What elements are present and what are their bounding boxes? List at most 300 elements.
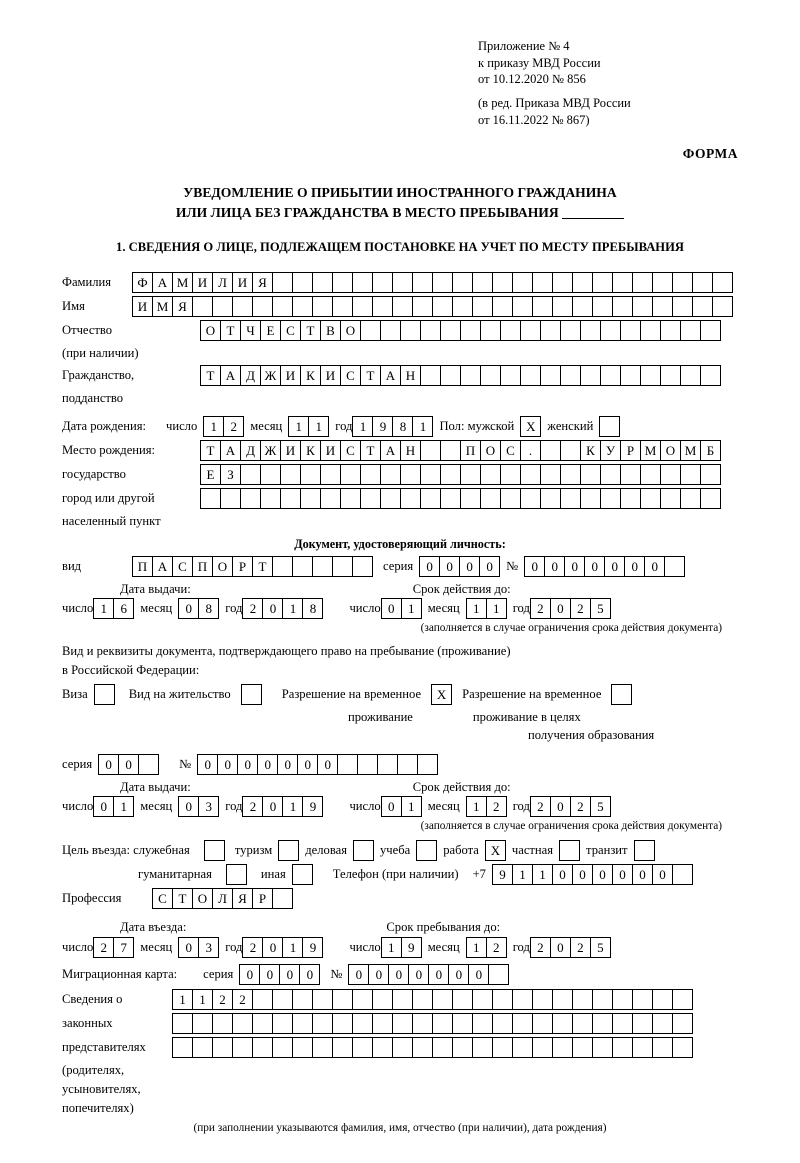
char-cell[interactable] <box>520 488 541 509</box>
char-cell[interactable] <box>380 464 401 485</box>
char-cell[interactable]: 0 <box>381 796 402 817</box>
char-cell[interactable] <box>552 989 573 1010</box>
char-cell[interactable] <box>352 272 373 293</box>
char-cell[interactable] <box>272 272 293 293</box>
char-cell[interactable]: У <box>600 440 621 461</box>
char-cell[interactable]: Ж <box>260 440 281 461</box>
char-cell[interactable] <box>632 296 653 317</box>
char-cell[interactable]: 0 <box>299 964 320 985</box>
char-cell[interactable] <box>440 365 461 386</box>
char-cell[interactable] <box>340 488 361 509</box>
char-cell[interactable] <box>512 296 533 317</box>
char-cell[interactable]: С <box>500 440 521 461</box>
char-cell[interactable]: 0 <box>259 964 280 985</box>
char-cell[interactable] <box>632 1013 653 1034</box>
char-cell[interactable] <box>672 296 693 317</box>
char-cell[interactable] <box>500 488 521 509</box>
doc-number-boxes[interactable] <box>524 556 685 577</box>
char-cell[interactable]: Я <box>252 272 273 293</box>
char-cell[interactable] <box>377 754 398 775</box>
char-cell[interactable]: Е <box>200 464 221 485</box>
char-cell[interactable] <box>560 320 581 341</box>
char-cell[interactable]: О <box>212 556 233 577</box>
char-cell[interactable]: 3 <box>198 937 219 958</box>
char-cell[interactable]: 0 <box>237 754 258 775</box>
char-cell[interactable] <box>332 1013 353 1034</box>
char-cell[interactable]: Ж <box>260 365 281 386</box>
char-cell[interactable] <box>680 488 701 509</box>
char-cell[interactable]: 0 <box>297 754 318 775</box>
char-cell[interactable]: 0 <box>652 864 673 885</box>
char-cell[interactable]: 2 <box>570 796 591 817</box>
name-boxes[interactable] <box>132 296 733 317</box>
char-cell[interactable]: П <box>192 556 213 577</box>
char-cell[interactable] <box>280 488 301 509</box>
char-cell[interactable] <box>472 989 493 1010</box>
char-cell[interactable] <box>192 1013 213 1034</box>
char-cell[interactable]: 0 <box>612 864 633 885</box>
char-cell[interactable] <box>412 989 433 1010</box>
char-cell[interactable]: 0 <box>624 556 645 577</box>
char-cell[interactable] <box>440 488 461 509</box>
char-cell[interactable] <box>600 488 621 509</box>
char-cell[interactable]: 5 <box>590 937 611 958</box>
char-cell[interactable]: М <box>640 440 661 461</box>
char-cell[interactable] <box>400 488 421 509</box>
char-cell[interactable]: 8 <box>392 416 413 437</box>
char-cell[interactable]: 0 <box>262 598 283 619</box>
char-cell[interactable] <box>612 1037 633 1058</box>
char-cell[interactable]: 0 <box>348 964 369 985</box>
char-cell[interactable]: 0 <box>368 964 389 985</box>
surname-boxes[interactable] <box>132 272 733 293</box>
char-cell[interactable]: М <box>680 440 701 461</box>
entry-year-boxes[interactable] <box>242 937 323 958</box>
char-cell[interactable]: 0 <box>479 556 500 577</box>
char-cell[interactable] <box>372 989 393 1010</box>
char-cell[interactable] <box>480 365 501 386</box>
char-cell[interactable] <box>412 1013 433 1034</box>
char-cell[interactable]: X <box>485 840 506 861</box>
char-cell[interactable] <box>353 840 374 861</box>
char-cell[interactable] <box>212 1013 233 1034</box>
char-cell[interactable]: Е <box>260 320 281 341</box>
char-cell[interactable] <box>440 440 461 461</box>
char-cell[interactable] <box>312 296 333 317</box>
migration-number-boxes[interactable] <box>348 964 509 985</box>
char-cell[interactable]: О <box>192 888 213 909</box>
char-cell[interactable] <box>292 864 313 885</box>
char-cell[interactable]: 2 <box>93 937 114 958</box>
char-cell[interactable]: С <box>340 440 361 461</box>
purpose-humanitarian-checkbox[interactable] <box>226 864 247 885</box>
char-cell[interactable] <box>272 1037 293 1058</box>
char-cell[interactable]: И <box>232 272 253 293</box>
char-cell[interactable] <box>580 488 601 509</box>
char-cell[interactable] <box>492 1037 513 1058</box>
char-cell[interactable] <box>492 272 513 293</box>
char-cell[interactable] <box>452 296 473 317</box>
char-cell[interactable]: А <box>220 365 241 386</box>
char-cell[interactable]: И <box>280 440 301 461</box>
purpose-official-checkbox[interactable] <box>204 840 225 861</box>
char-cell[interactable] <box>572 1013 593 1034</box>
char-cell[interactable] <box>392 296 413 317</box>
char-cell[interactable]: 9 <box>302 937 323 958</box>
char-cell[interactable]: Т <box>300 320 321 341</box>
birth-year-boxes[interactable] <box>352 416 433 437</box>
char-cell[interactable] <box>432 1013 453 1034</box>
char-cell[interactable]: С <box>340 365 361 386</box>
char-cell[interactable] <box>212 296 233 317</box>
char-cell[interactable] <box>500 320 521 341</box>
char-cell[interactable]: И <box>280 365 301 386</box>
char-cell[interactable] <box>252 989 273 1010</box>
char-cell[interactable] <box>460 464 481 485</box>
char-cell[interactable]: 0 <box>178 598 199 619</box>
char-cell[interactable]: 0 <box>178 937 199 958</box>
char-cell[interactable]: 0 <box>552 864 573 885</box>
char-cell[interactable]: Т <box>360 365 381 386</box>
char-cell[interactable]: И <box>320 440 341 461</box>
char-cell[interactable] <box>640 365 661 386</box>
char-cell[interactable] <box>640 464 661 485</box>
char-cell[interactable] <box>240 464 261 485</box>
char-cell[interactable]: 0 <box>419 556 440 577</box>
char-cell[interactable]: 0 <box>524 556 545 577</box>
char-cell[interactable]: Я <box>172 296 193 317</box>
char-cell[interactable]: П <box>460 440 481 461</box>
birthplace-line3-boxes[interactable] <box>200 488 721 509</box>
char-cell[interactable] <box>172 1037 193 1058</box>
char-cell[interactable]: 2 <box>242 598 263 619</box>
char-cell[interactable] <box>632 272 653 293</box>
char-cell[interactable] <box>700 464 721 485</box>
char-cell[interactable] <box>640 320 661 341</box>
legal-rep-line2-boxes[interactable] <box>172 1013 693 1034</box>
char-cell[interactable]: Н <box>400 440 421 461</box>
char-cell[interactable] <box>460 320 481 341</box>
char-cell[interactable] <box>652 272 673 293</box>
char-cell[interactable] <box>212 1037 233 1058</box>
char-cell[interactable] <box>200 488 221 509</box>
char-cell[interactable]: О <box>480 440 501 461</box>
char-cell[interactable] <box>492 989 513 1010</box>
char-cell[interactable]: С <box>280 320 301 341</box>
char-cell[interactable]: 1 <box>466 937 487 958</box>
profession-boxes[interactable] <box>152 888 293 909</box>
char-cell[interactable] <box>397 754 418 775</box>
phone-boxes[interactable] <box>492 864 693 885</box>
citizenship-boxes[interactable] <box>200 365 721 386</box>
char-cell[interactable]: 0 <box>584 556 605 577</box>
char-cell[interactable]: Т <box>200 365 221 386</box>
char-cell[interactable]: 9 <box>302 796 323 817</box>
char-cell[interactable] <box>292 272 313 293</box>
char-cell[interactable]: 0 <box>448 964 469 985</box>
char-cell[interactable] <box>672 989 693 1010</box>
char-cell[interactable]: 0 <box>178 796 199 817</box>
char-cell[interactable] <box>372 1037 393 1058</box>
char-cell[interactable] <box>337 754 358 775</box>
char-cell[interactable] <box>452 272 473 293</box>
char-cell[interactable]: 1 <box>466 796 487 817</box>
char-cell[interactable]: 0 <box>197 754 218 775</box>
char-cell[interactable]: 0 <box>217 754 238 775</box>
sex-male-checkbox[interactable] <box>520 416 541 437</box>
char-cell[interactable]: 0 <box>644 556 665 577</box>
char-cell[interactable] <box>472 1037 493 1058</box>
char-cell[interactable] <box>552 296 573 317</box>
char-cell[interactable]: 1 <box>486 598 507 619</box>
char-cell[interactable] <box>432 296 453 317</box>
char-cell[interactable] <box>692 272 713 293</box>
char-cell[interactable] <box>552 272 573 293</box>
char-cell[interactable]: А <box>380 365 401 386</box>
char-cell[interactable] <box>192 296 213 317</box>
doc-valid-month-boxes[interactable] <box>466 598 507 619</box>
char-cell[interactable] <box>357 754 378 775</box>
char-cell[interactable] <box>532 272 553 293</box>
purpose-transit-checkbox[interactable] <box>634 840 655 861</box>
char-cell[interactable] <box>420 488 441 509</box>
char-cell[interactable] <box>292 1013 313 1034</box>
char-cell[interactable] <box>592 272 613 293</box>
char-cell[interactable] <box>138 754 159 775</box>
char-cell[interactable] <box>540 365 561 386</box>
char-cell[interactable] <box>660 488 681 509</box>
entry-day-boxes[interactable] <box>93 937 134 958</box>
char-cell[interactable]: И <box>132 296 153 317</box>
char-cell[interactable]: А <box>152 272 173 293</box>
char-cell[interactable]: К <box>300 440 321 461</box>
char-cell[interactable] <box>632 1037 653 1058</box>
char-cell[interactable]: Р <box>620 440 641 461</box>
char-cell[interactable]: 1 <box>308 416 329 437</box>
char-cell[interactable] <box>532 296 553 317</box>
char-cell[interactable]: 0 <box>257 754 278 775</box>
char-cell[interactable] <box>292 989 313 1010</box>
char-cell[interactable] <box>572 296 593 317</box>
char-cell[interactable] <box>392 989 413 1010</box>
char-cell[interactable] <box>372 296 393 317</box>
char-cell[interactable]: 0 <box>572 864 593 885</box>
char-cell[interactable]: О <box>660 440 681 461</box>
purpose-business-checkbox[interactable] <box>353 840 374 861</box>
char-cell[interactable] <box>278 840 299 861</box>
char-cell[interactable] <box>540 440 561 461</box>
permit-issue-year-boxes[interactable] <box>242 796 323 817</box>
char-cell[interactable] <box>488 964 509 985</box>
char-cell[interactable] <box>612 296 633 317</box>
char-cell[interactable]: 0 <box>239 964 260 985</box>
char-cell[interactable] <box>540 320 561 341</box>
purpose-other-checkbox[interactable] <box>292 864 313 885</box>
char-cell[interactable] <box>712 296 733 317</box>
char-cell[interactable] <box>94 684 115 705</box>
char-cell[interactable]: А <box>220 440 241 461</box>
migration-series-boxes[interactable] <box>239 964 320 985</box>
char-cell[interactable]: X <box>520 416 541 437</box>
doc-issue-day-boxes[interactable] <box>93 598 134 619</box>
birthplace-line1-boxes[interactable] <box>200 440 721 461</box>
char-cell[interactable]: К <box>300 365 321 386</box>
char-cell[interactable] <box>580 320 601 341</box>
char-cell[interactable]: 2 <box>242 937 263 958</box>
char-cell[interactable] <box>332 272 353 293</box>
char-cell[interactable] <box>612 1013 633 1034</box>
char-cell[interactable]: 5 <box>590 598 611 619</box>
doc-series-boxes[interactable] <box>419 556 500 577</box>
char-cell[interactable]: 1 <box>401 598 422 619</box>
char-cell[interactable]: 0 <box>118 754 139 775</box>
char-cell[interactable] <box>272 1013 293 1034</box>
char-cell[interactable]: 9 <box>492 864 513 885</box>
char-cell[interactable]: 0 <box>279 964 300 985</box>
char-cell[interactable] <box>680 365 701 386</box>
char-cell[interactable] <box>492 296 513 317</box>
char-cell[interactable] <box>432 272 453 293</box>
char-cell[interactable] <box>460 488 481 509</box>
char-cell[interactable] <box>392 272 413 293</box>
char-cell[interactable]: 2 <box>242 796 263 817</box>
char-cell[interactable] <box>472 296 493 317</box>
char-cell[interactable] <box>672 864 693 885</box>
char-cell[interactable] <box>332 989 353 1010</box>
char-cell[interactable] <box>700 365 721 386</box>
char-cell[interactable]: X <box>431 684 452 705</box>
char-cell[interactable]: И <box>320 365 341 386</box>
char-cell[interactable]: 0 <box>459 556 480 577</box>
permit-valid-year-boxes[interactable] <box>530 796 611 817</box>
char-cell[interactable]: 2 <box>223 416 244 437</box>
doc-issue-year-boxes[interactable] <box>242 598 323 619</box>
char-cell[interactable] <box>241 684 262 705</box>
char-cell[interactable]: Ч <box>240 320 261 341</box>
char-cell[interactable] <box>532 1037 553 1058</box>
char-cell[interactable]: 1 <box>113 796 134 817</box>
char-cell[interactable]: В <box>320 320 341 341</box>
char-cell[interactable] <box>232 1037 253 1058</box>
char-cell[interactable] <box>472 272 493 293</box>
char-cell[interactable]: 0 <box>262 937 283 958</box>
char-cell[interactable] <box>360 488 381 509</box>
char-cell[interactable] <box>452 989 473 1010</box>
char-cell[interactable] <box>552 1013 573 1034</box>
char-cell[interactable]: 0 <box>262 796 283 817</box>
char-cell[interactable]: А <box>152 556 173 577</box>
char-cell[interactable] <box>332 556 353 577</box>
char-cell[interactable] <box>312 1013 333 1034</box>
char-cell[interactable]: 5 <box>590 796 611 817</box>
char-cell[interactable] <box>240 488 261 509</box>
char-cell[interactable]: 0 <box>550 796 571 817</box>
char-cell[interactable] <box>252 1013 273 1034</box>
char-cell[interactable] <box>340 464 361 485</box>
char-cell[interactable] <box>620 464 641 485</box>
char-cell[interactable]: Т <box>252 556 273 577</box>
char-cell[interactable]: Т <box>200 440 221 461</box>
doc-type-boxes[interactable] <box>132 556 373 577</box>
char-cell[interactable] <box>652 989 673 1010</box>
char-cell[interactable] <box>520 464 541 485</box>
char-cell[interactable] <box>400 320 421 341</box>
char-cell[interactable]: 0 <box>550 937 571 958</box>
char-cell[interactable] <box>620 320 641 341</box>
char-cell[interactable] <box>320 488 341 509</box>
purpose-tourism-checkbox[interactable] <box>278 840 299 861</box>
permit-valid-month-boxes[interactable] <box>466 796 507 817</box>
char-cell[interactable] <box>172 1013 193 1034</box>
char-cell[interactable] <box>417 754 438 775</box>
char-cell[interactable] <box>232 1013 253 1034</box>
char-cell[interactable]: И <box>192 272 213 293</box>
char-cell[interactable]: 0 <box>98 754 119 775</box>
char-cell[interactable] <box>680 464 701 485</box>
char-cell[interactable] <box>192 1037 213 1058</box>
char-cell[interactable]: 1 <box>203 416 224 437</box>
char-cell[interactable]: Ф <box>132 272 153 293</box>
char-cell[interactable] <box>272 888 293 909</box>
char-cell[interactable] <box>312 556 333 577</box>
char-cell[interactable]: С <box>172 556 193 577</box>
char-cell[interactable] <box>352 1013 373 1034</box>
char-cell[interactable] <box>560 440 581 461</box>
char-cell[interactable] <box>412 272 433 293</box>
char-cell[interactable] <box>412 1037 433 1058</box>
entry-month-boxes[interactable] <box>178 937 219 958</box>
doc-valid-day-boxes[interactable] <box>381 598 422 619</box>
char-cell[interactable] <box>611 684 632 705</box>
char-cell[interactable] <box>612 989 633 1010</box>
char-cell[interactable] <box>332 296 353 317</box>
char-cell[interactable] <box>280 464 301 485</box>
char-cell[interactable] <box>432 1037 453 1058</box>
char-cell[interactable] <box>634 840 655 861</box>
char-cell[interactable] <box>532 1013 553 1034</box>
char-cell[interactable] <box>632 989 653 1010</box>
char-cell[interactable] <box>432 989 453 1010</box>
char-cell[interactable]: 2 <box>232 989 253 1010</box>
char-cell[interactable] <box>672 1037 693 1058</box>
permit-issue-day-boxes[interactable] <box>93 796 134 817</box>
char-cell[interactable]: 1 <box>192 989 213 1010</box>
char-cell[interactable]: 1 <box>282 796 303 817</box>
purpose-work-checkbox[interactable] <box>485 840 506 861</box>
char-cell[interactable]: 2 <box>530 937 551 958</box>
char-cell[interactable] <box>712 272 733 293</box>
char-cell[interactable] <box>292 556 313 577</box>
char-cell[interactable] <box>492 1013 513 1034</box>
char-cell[interactable] <box>420 365 441 386</box>
char-cell[interactable] <box>572 1037 593 1058</box>
char-cell[interactable] <box>612 272 633 293</box>
char-cell[interactable] <box>512 272 533 293</box>
patronymic-boxes[interactable] <box>200 320 721 341</box>
char-cell[interactable] <box>252 1037 273 1058</box>
char-cell[interactable] <box>560 464 581 485</box>
char-cell[interactable] <box>232 296 253 317</box>
char-cell[interactable]: З <box>220 464 241 485</box>
char-cell[interactable] <box>440 320 461 341</box>
char-cell[interactable]: Я <box>232 888 253 909</box>
birthplace-line2-boxes[interactable] <box>200 464 721 485</box>
char-cell[interactable] <box>460 365 481 386</box>
char-cell[interactable]: 0 <box>468 964 489 985</box>
char-cell[interactable] <box>559 840 580 861</box>
char-cell[interactable]: 1 <box>412 416 433 437</box>
char-cell[interactable]: 1 <box>282 598 303 619</box>
